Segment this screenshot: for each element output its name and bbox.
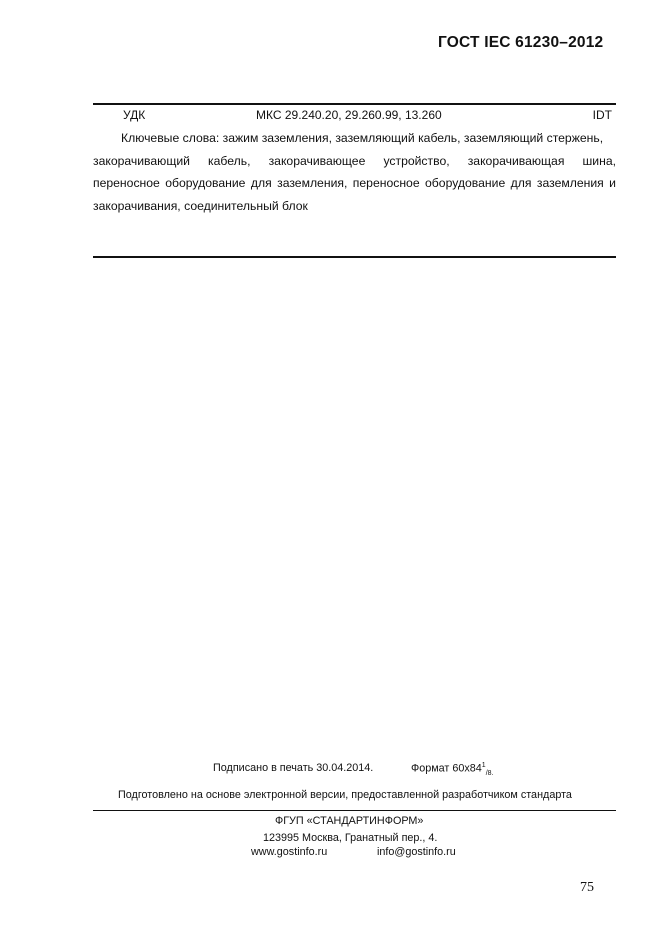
keywords-block — [93, 127, 616, 217]
keywords-line: закорачивания, соединительный блок — [93, 198, 308, 213]
signed-date: Подписано в печать 30.04.2014. — [213, 762, 374, 774]
udk-label: УДК — [123, 108, 146, 122]
keywords-line: Ключевые слова: зажим заземления, заземляющий кабель, заземляющий стержень, — [121, 131, 604, 145]
publisher-address: 123995 Москва, Гранатный пер., 4. — [263, 832, 438, 844]
standard-number: ГОСТ IEC 61230–2012 — [438, 34, 604, 51]
publisher-name: ФГУП «СТАНДАРТИНФОРМ» — [275, 815, 424, 827]
bottom-rule — [93, 256, 616, 258]
imprint-rule — [93, 810, 616, 811]
keywords-line: закорачивающий кабель, закорачивающее устройство, закорачивающая шина, — [93, 153, 616, 168]
equivalence-code: IDT — [592, 108, 612, 122]
email-link[interactable]: info@gostinfo.ru — [377, 846, 456, 858]
prepared-note: Подготовлено на основе электронной версии, предоставленной разработчиком стандарта — [118, 789, 572, 801]
mks-codes: МКС 29.240.20, 29.260.99, 13.260 — [256, 108, 442, 122]
page-number: 75 — [580, 880, 594, 895]
website-link[interactable]: www.gostinfo.ru — [251, 846, 328, 858]
top-rule — [93, 103, 616, 105]
paper-format: Формат $60x84^1_{/8.}$ — [411, 762, 494, 777]
keywords-line: переносное оборудование для заземления, переносное оборудование для заземления и — [93, 176, 616, 190]
